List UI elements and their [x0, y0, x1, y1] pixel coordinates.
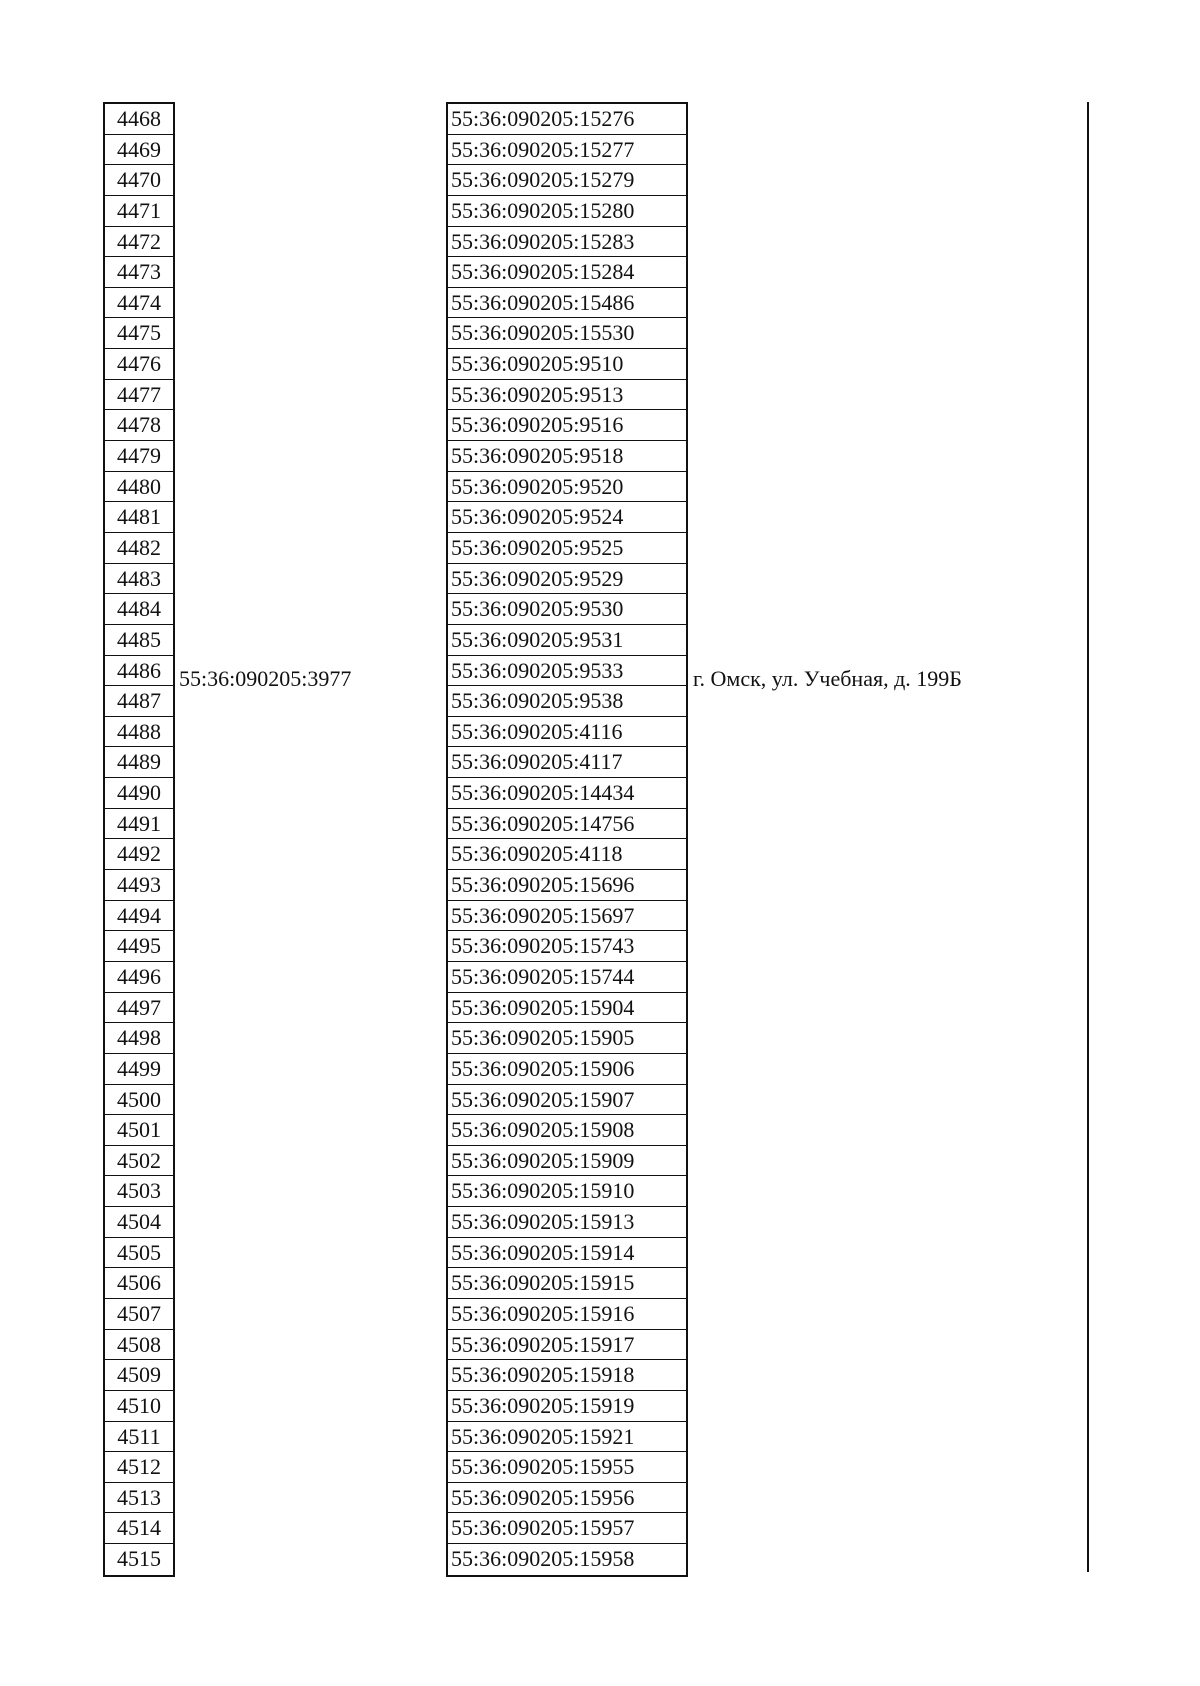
- cadastral-number-cell: 55:36:090205:9533: [448, 656, 686, 687]
- cadastral-number-cell: 55:36:090205:15913: [448, 1207, 686, 1238]
- cadastral-number-cell: 55:36:090205:9510: [448, 349, 686, 380]
- row-number-cell: 4493: [105, 870, 173, 901]
- cadastral-number-cell: 55:36:090205:15909: [448, 1146, 686, 1177]
- cadastral-number-cell: 55:36:090205:15743: [448, 931, 686, 962]
- row-number-cell: 4510: [105, 1391, 173, 1422]
- row-number-cell: 4494: [105, 901, 173, 932]
- cadastral-number-cell: 55:36:090205:15956: [448, 1483, 686, 1514]
- cadastral-number-cell: 55:36:090205:9518: [448, 441, 686, 472]
- row-number-cell: 4489: [105, 747, 173, 778]
- cadastral-number-cell: 55:36:090205:15917: [448, 1330, 686, 1361]
- cadastral-number-cell: 55:36:090205:15280: [448, 196, 686, 227]
- row-number-cell: 4514: [105, 1513, 173, 1544]
- row-number-cell: 4512: [105, 1452, 173, 1483]
- cadastral-number-cell: 55:36:090205:15915: [448, 1268, 686, 1299]
- table-right-border: [1087, 102, 1089, 1572]
- row-number-cell: 4497: [105, 993, 173, 1024]
- parent-cadastral-number: 55:36:090205:3977: [179, 666, 352, 691]
- row-number-cell: 4501: [105, 1115, 173, 1146]
- row-number-cell: 4513: [105, 1483, 173, 1514]
- cadastral-number-cell: 55:36:090205:15914: [448, 1238, 686, 1269]
- row-number-cell: 4503: [105, 1176, 173, 1207]
- row-number-cell: 4481: [105, 502, 173, 533]
- row-number-cell: 4511: [105, 1422, 173, 1453]
- row-number-cell: 4506: [105, 1268, 173, 1299]
- cadastral-number-cell: 55:36:090205:15919: [448, 1391, 686, 1422]
- row-number-cell: 4504: [105, 1207, 173, 1238]
- row-number-cell: 4508: [105, 1330, 173, 1361]
- row-number-cell: 4483: [105, 564, 173, 595]
- row-number-cell: 4496: [105, 962, 173, 993]
- cadastral-number-cell: 55:36:090205:9516: [448, 410, 686, 441]
- cadastral-number-cell: 55:36:090205:15696: [448, 870, 686, 901]
- cadastral-number-cell: 55:36:090205:4118: [448, 839, 686, 870]
- row-number-cell: 4507: [105, 1299, 173, 1330]
- row-number-cell: 4499: [105, 1054, 173, 1085]
- cadastral-number-cell: 55:36:090205:15284: [448, 257, 686, 288]
- cadastral-number-cell: 55:36:090205:15955: [448, 1452, 686, 1483]
- row-number-cell: 4515: [117, 1546, 161, 1572]
- cadastral-number-cell: 55:36:090205:15918: [448, 1360, 686, 1391]
- row-number-cell: 4502: [105, 1146, 173, 1177]
- row-number-cell: 4469: [105, 135, 173, 166]
- cadastral-number-cell: 55:36:090205:4117: [448, 747, 686, 778]
- cadastral-number-cell: 55:36:090205:15906: [448, 1054, 686, 1085]
- row-number-cell: 4500: [105, 1085, 173, 1116]
- row-number-cell: 4474: [105, 288, 173, 319]
- row-number-cell: 4473: [105, 257, 173, 288]
- cadastral-number-cell: 55:36:090205:15486: [448, 288, 686, 319]
- cadastral-number-column: [446, 102, 688, 1577]
- cadastral-number-cell: 55:36:090205:15910: [448, 1176, 686, 1207]
- row-number-column: [103, 102, 175, 1577]
- cadastral-number-cell: 55:36:090205:15279: [448, 165, 686, 196]
- cadastral-number-cell: 55:36:090205:15916: [448, 1299, 686, 1330]
- row-number-cell: 4485: [105, 625, 173, 656]
- cadastral-number-cell: 55:36:090205:15958: [451, 1546, 635, 1572]
- row-number-cell: 4470: [105, 165, 173, 196]
- cadastral-number-cell: 55:36:090205:14434: [448, 778, 686, 809]
- cadastral-number-cell: 55:36:090205:15907: [448, 1085, 686, 1116]
- cadastral-number-cell: 55:36:090205:4116: [448, 717, 686, 748]
- row-number-cell: 4498: [105, 1023, 173, 1054]
- row-number-cell: 4468: [105, 104, 173, 135]
- row-number-cell: 4479: [105, 441, 173, 472]
- cadastral-number-cell: 55:36:090205:15921: [448, 1422, 686, 1453]
- cadastral-number-cell: 55:36:090205:15276: [448, 104, 686, 135]
- row-number-cell: 4490: [105, 778, 173, 809]
- cadastral-number-cell: 55:36:090205:15277: [448, 135, 686, 166]
- cadastral-number-cell: 55:36:090205:9530: [448, 594, 686, 625]
- cadastral-number-cell: 55:36:090205:15905: [448, 1023, 686, 1054]
- cadastral-number-cell: 55:36:090205:14756: [448, 809, 686, 840]
- cadastral-number-cell: 55:36:090205:9525: [448, 533, 686, 564]
- row-number-cell: 4471: [105, 196, 173, 227]
- cadastral-number-cell: 55:36:090205:9524: [448, 502, 686, 533]
- row-number-cell: 4491: [105, 809, 173, 840]
- cadastral-number-cell: 55:36:090205:15908: [448, 1115, 686, 1146]
- cadastral-number-cell: 55:36:090205:9520: [448, 472, 686, 503]
- row-number-cell: 4487: [105, 686, 173, 717]
- cadastral-number-cell: 55:36:090205:9538: [448, 686, 686, 717]
- cadastral-number-cell: 55:36:090205:15744: [448, 962, 686, 993]
- row-number-cell: 4505: [105, 1238, 173, 1269]
- cadastral-number-cell: 55:36:090205:15904: [448, 993, 686, 1024]
- row-number-cell: 4477: [105, 380, 173, 411]
- row-number-cell: 4472: [105, 227, 173, 258]
- row-number-cell: 4509: [105, 1360, 173, 1391]
- cadastral-number-cell: 55:36:090205:15283: [448, 227, 686, 258]
- cadastral-number-cell: 55:36:090205:9513: [448, 380, 686, 411]
- row-number-cell: 4495: [105, 931, 173, 962]
- address-cell: г. Омск, ул. Учебная, д. 199Б: [693, 666, 962, 691]
- cadastral-number-cell: 55:36:090205:15957: [448, 1513, 686, 1544]
- row-number-cell: 4492: [105, 839, 173, 870]
- cadastral-number-cell: 55:36:090205:9529: [448, 564, 686, 595]
- row-number-cell: 4484: [105, 594, 173, 625]
- cadastral-number-cell: 55:36:090205:15530: [448, 318, 686, 349]
- cadastral-number-cell: 55:36:090205:9531: [448, 625, 686, 656]
- row-number-cell: 4482: [105, 533, 173, 564]
- row-number-cell: 4486: [105, 656, 173, 687]
- row-number-cell: 4475: [105, 318, 173, 349]
- row-number-cell: 4488: [105, 717, 173, 748]
- row-number-cell: 4478: [105, 410, 173, 441]
- row-number-cell: 4476: [105, 349, 173, 380]
- row-number-cell: 4480: [105, 472, 173, 503]
- cadastral-number-cell: 55:36:090205:15697: [448, 901, 686, 932]
